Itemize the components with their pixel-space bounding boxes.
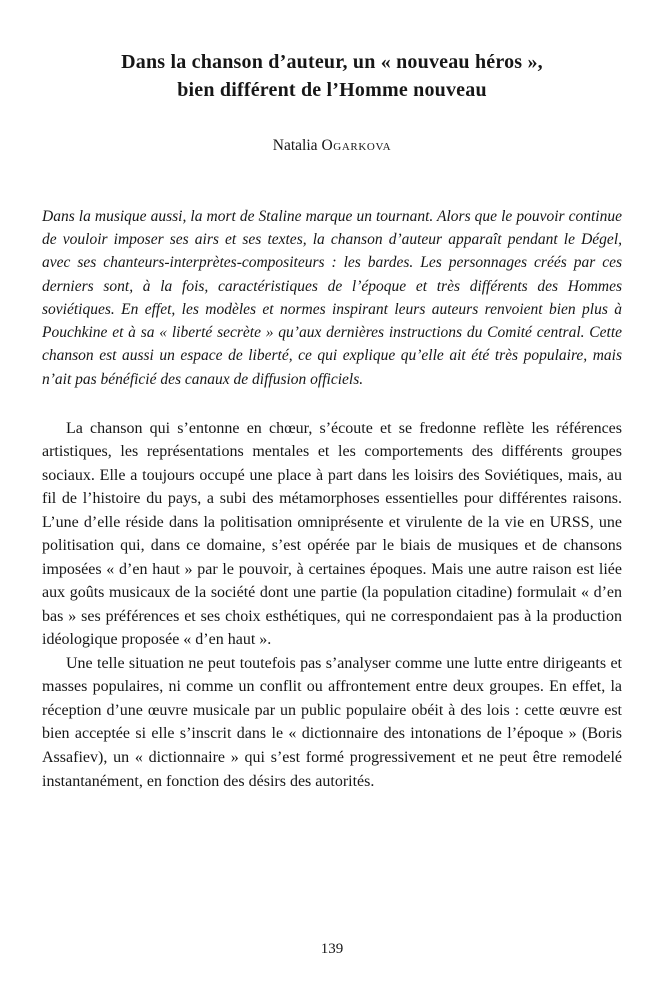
page-number: 139 (320, 941, 344, 957)
page-title (42, 48, 622, 105)
author-first-name: Natalia (272, 136, 318, 154)
body-paragraph: La chanson qui s’entonne en chœur, s’écoute et se fredonne reflète les références artistiques, les représentations mentales et les comportements des différents groupes sociaux. Elle a toujours occupé une place à part dans les loisirs des Soviétiques, mais, au fil de l’histoire du pays, a subi des métamorphoses essentielles pour différentes raisons. L’une d’elle réside dans la politisation omniprésente et virulente de la vie en URSS, une politisation qui, dans ce domaine, s’est opérée par le biais de musiques et de chansons imposées « d’en haut » par le pouvoir, à certaines époques. Mais une autre raison est liée aux goûts musicaux de la société dont une partie (la population citadine) formulait « d’en bas » ses préférences et ses choix esthétiques, qui ne correspondaient pas à la production idéologique proposée « d’en haut ». (42, 419, 622, 649)
author-last-name: Ogarkova (321, 136, 392, 154)
body-text (42, 417, 622, 793)
page-title-line1: Dans la chanson d’auteur, un « nouveau héros », (121, 51, 543, 73)
author-name (42, 137, 622, 155)
body-paragraph: Une telle situation ne peut toutefois pas s’analyser comme une lutte entre dirigeants et masses populaires, ni comme un conflit ou affrontement entre deux groupes. En effet, la réception d’une œuvre musicale par un public populaire obéit à des lois : cette œuvre est bien acceptée si elle s’inscrit dans le « dictionnaire des intonations de l’époque » (Boris Assafiev), un « dictionnaire » qui s’est formé progressivement et ne peut être remodelé instantanément, en fonction des désirs des autorités. (42, 654, 622, 790)
page-title-line2: bien différent de l’Homme nouveau (177, 79, 487, 102)
abstract-paragraph: Dans la musique aussi, la mort de Staline marque un tournant. Alors que le pouvoir continue de vouloir imposer ses airs et ses textes, la chanson d’auteur apparaît pendant le Dégel, avec ses chanteurs-interprètes-compositeurs : les bardes. Les personnages créés par ces derniers sont, à la fois, caractéristiques de l’époque et très différents des Hommes soviétiques. En effet, les modèles et normes inspirant leurs auteurs renvoient bien plus à Pouchkine et à sa « liberté secrète » qu’aux dernières instructions du Comité central. Cette chanson est aussi un espace de liberté, ce qui explique qu’elle ait été très populaire, mais n’ait pas bénéficié des canaux de diffusion officiels. (42, 207, 622, 388)
